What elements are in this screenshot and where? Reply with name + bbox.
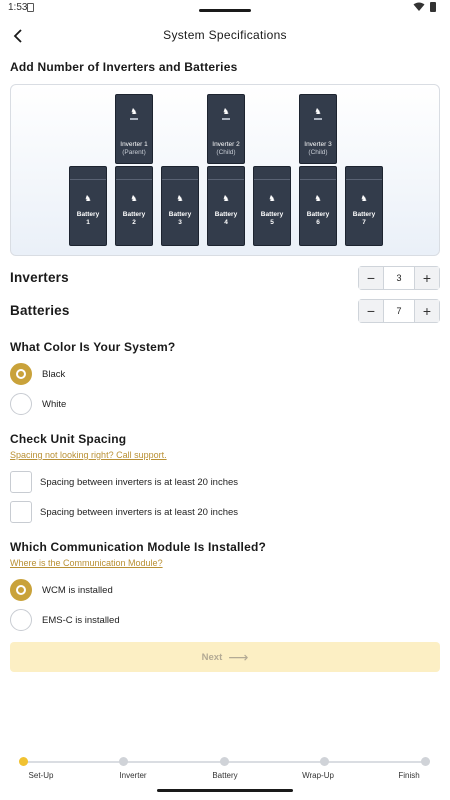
step-dot-finish <box>421 757 430 766</box>
inverter-name: Inverter 1 <box>120 141 148 148</box>
radio-unselected[interactable] <box>10 393 32 415</box>
next-label: Next <box>201 651 223 663</box>
color-option-white[interactable] <box>10 392 66 416</box>
battery-unit <box>207 166 245 246</box>
inverters-decrement-button[interactable]: − <box>359 267 383 289</box>
batteries-increment-button[interactable]: + <box>415 300 439 322</box>
color-section-title: What Color Is Your System? <box>10 340 176 354</box>
comm-option-wcm[interactable] <box>10 578 113 602</box>
battery-name: Battery <box>260 211 284 218</box>
battery-unit <box>253 166 291 246</box>
check-label: Spacing between inverters is at least 20 inches <box>40 506 239 518</box>
unit-logo-icon: ♞ <box>116 107 152 120</box>
status-bar <box>0 0 450 18</box>
arrow-right-icon: ⟶ <box>228 648 249 665</box>
home-indicator <box>157 789 293 792</box>
unit-logo-icon: ♞ <box>222 194 230 203</box>
unit-logo-icon: ♞ <box>360 194 368 203</box>
spacing-section-title: Check Unit Spacing <box>10 432 127 446</box>
radio-label: EMS-C is installed <box>42 614 120 626</box>
batteries-count: 7 <box>383 300 415 322</box>
step-label-finish: Finish <box>398 771 420 780</box>
battery-name: Battery <box>214 211 238 218</box>
battery-name: Battery <box>76 211 100 218</box>
battery-name: Battery <box>306 211 330 218</box>
batteries-label: Batteries <box>10 303 70 318</box>
comm-section-title: Which Communication Module Is Installed? <box>10 540 267 554</box>
spacing-check-2[interactable] <box>10 500 238 524</box>
unit-logo-icon: ♞ <box>84 194 92 203</box>
battery-unit <box>69 166 107 246</box>
battery-name: Battery <box>352 211 376 218</box>
unit-logo-icon: ♞ <box>130 194 138 203</box>
battery-unit <box>115 166 153 246</box>
sim-icon <box>27 3 34 12</box>
step-label-wrapup: Wrap-Up <box>302 771 334 780</box>
unit-logo-icon: ♞ <box>208 107 244 120</box>
step-dot-wrapup <box>320 757 329 766</box>
inverter-unit <box>115 94 153 164</box>
unit-logo-icon: ♞ <box>268 194 276 203</box>
spacing-check-1[interactable] <box>10 470 238 494</box>
wifi-icon <box>413 2 425 12</box>
battery-unit <box>299 166 337 246</box>
battery-name: Battery <box>122 211 146 218</box>
diagram-title: Add Number of Inverters and Batteries <box>10 60 238 74</box>
inverter-role: (Child) <box>216 148 236 156</box>
unit-logo-icon: ♞ <box>314 194 322 203</box>
next-button[interactable] <box>10 642 440 672</box>
radio-selected[interactable] <box>10 363 32 385</box>
system-diagram <box>10 84 440 256</box>
battery-icon <box>430 2 436 12</box>
unit-logo-icon: ♞ <box>300 107 336 120</box>
radio-label: White <box>42 398 67 410</box>
inverter-name: Inverter 2 <box>212 141 240 148</box>
battery-number: 5 <box>270 219 274 226</box>
battery-name: Battery <box>168 211 192 218</box>
inverters-stepper <box>358 266 440 290</box>
unit-logo-icon: ♞ <box>176 194 184 203</box>
batteries-decrement-button[interactable]: − <box>359 300 383 322</box>
comm-module-link[interactable]: Where is the Communication Module? <box>10 558 163 568</box>
radio-selected[interactable] <box>10 579 32 601</box>
checkbox[interactable] <box>10 501 32 523</box>
page-title: System Specifications <box>163 28 287 42</box>
radio-unselected[interactable] <box>10 609 32 631</box>
inverter-unit <box>207 94 245 164</box>
call-support-link[interactable]: Spacing not looking right? Call support. <box>10 450 167 460</box>
battery-unit <box>161 166 199 246</box>
radio-label: Black <box>42 368 66 380</box>
check-label: Spacing between inverters is at least 20 inches <box>40 476 239 488</box>
step-label-battery: Battery <box>212 771 238 780</box>
color-option-black[interactable] <box>10 362 65 386</box>
step-label-setup: Set-Up <box>28 771 54 780</box>
inverters-increment-button[interactable]: + <box>415 267 439 289</box>
step-dot-setup <box>19 757 28 766</box>
battery-unit <box>345 166 383 246</box>
comm-option-emsc[interactable] <box>10 608 120 632</box>
inverters-count: 3 <box>383 267 415 289</box>
radio-label: WCM is installed <box>42 584 113 596</box>
step-dot-battery <box>220 757 229 766</box>
step-label-inverter: Inverter <box>119 771 147 780</box>
battery-number: 6 <box>316 219 320 226</box>
battery-number: 3 <box>178 219 182 226</box>
battery-number: 2 <box>132 219 136 226</box>
battery-number: 4 <box>224 219 228 226</box>
inverter-role: (Child) <box>308 148 328 156</box>
step-dot-inverter <box>119 757 128 766</box>
camera-notch <box>199 9 251 12</box>
inverter-name: Inverter 3 <box>304 141 332 148</box>
checkbox[interactable] <box>10 471 32 493</box>
status-time: 1:53 <box>8 2 28 13</box>
inverters-label: Inverters <box>10 270 69 285</box>
inverter-role: (Parent) <box>122 148 146 156</box>
battery-number: 1 <box>86 219 90 226</box>
inverter-unit <box>299 94 337 164</box>
batteries-stepper <box>358 299 440 323</box>
battery-number: 7 <box>362 219 366 226</box>
header <box>0 24 450 48</box>
